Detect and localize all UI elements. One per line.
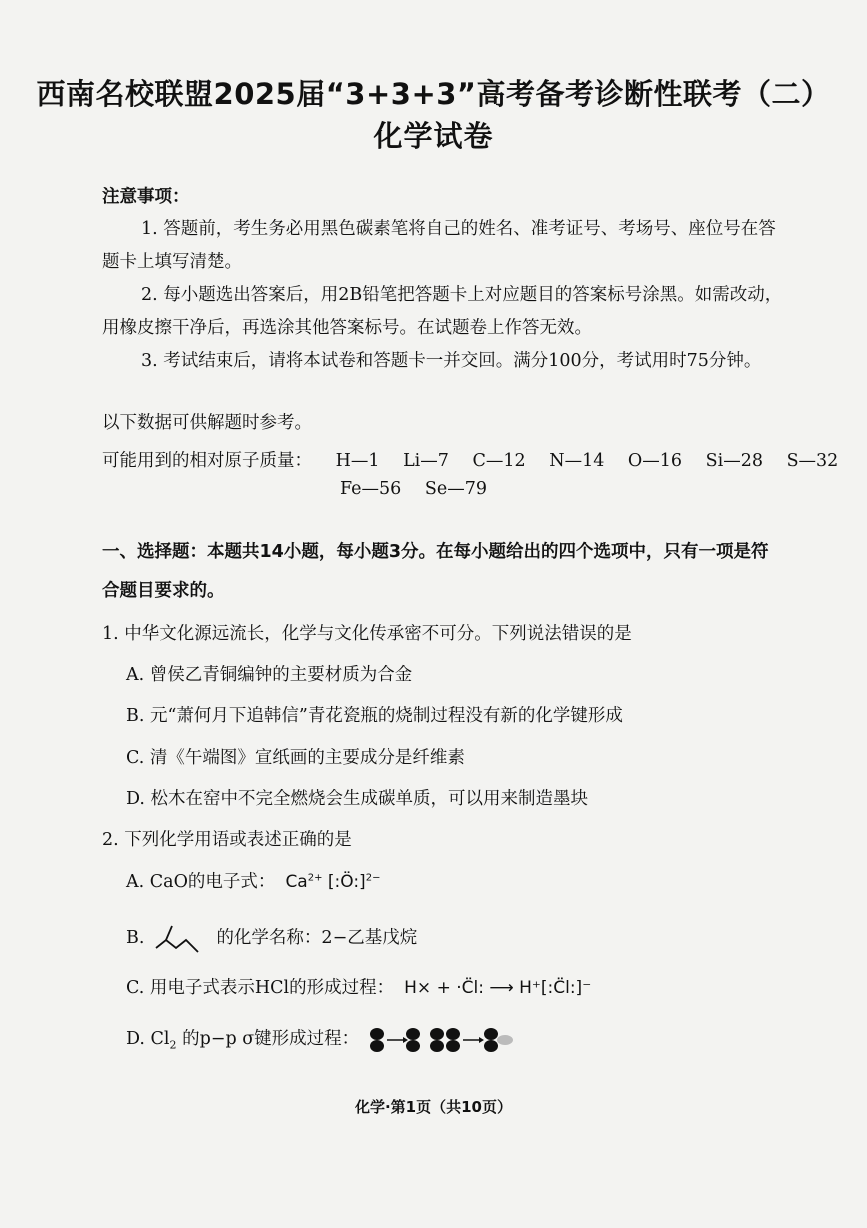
atomic-mass-c: C—12 (472, 451, 526, 471)
atomic-mass-si: Si—28 (705, 451, 763, 471)
exam-title: 西南名校联盟2025届“3+3+3”高考备考诊断性联考（二） (36, 77, 831, 111)
question-2-stem: 2. 下列化学用语或表述正确的是 (102, 830, 352, 850)
question-2-option-a (126, 872, 380, 893)
section-1-heading-line-2: 合题目要求的。 (102, 581, 225, 601)
notice-heading: 注意事项： (102, 187, 190, 207)
cao-electron-formula: $Ca^{2+}$ [:Ö:]$^{2-}$ (285, 872, 381, 893)
reference-intro: 以下数据可供解题时参考。 (102, 413, 312, 433)
question-1-option-b: B. 元“萧何月下追韩信”青花瓷瓶的烧制过程没有新的化学键形成 (126, 706, 623, 726)
question-2-option-c (126, 978, 591, 999)
atomic-mass-list-row-2 (340, 479, 505, 499)
notice-item-2-line-1: 2. 每小题选出答案后，用2B铅笔把答题卡上对应题目的答案标号涂黑。如需改动， (141, 285, 783, 305)
notice-item-1-line-1: 1. 答题前，考生务必用黑色碳素笔将自己的姓名、准考证号、考场号、座位号在答 (141, 219, 776, 239)
atomic-mass-s: S—32 (786, 451, 839, 471)
atomic-mass-label: 可能用到的相对原子质量： (102, 451, 312, 471)
question-2-option-b (126, 922, 417, 954)
exam-subject-title: 化学试卷 (373, 119, 494, 153)
notice-item-1-line-2: 题卡上填写清楚。 (102, 252, 242, 272)
atomic-mass-fe: Fe—56 (340, 479, 402, 499)
atomic-mass-o: O—16 (627, 451, 683, 471)
p-orbital-overlap-icon (369, 1026, 519, 1054)
atomic-mass-n: N—14 (549, 451, 605, 471)
question-2-option-b-text: 的化学名称：2−乙基戊烷 (216, 927, 418, 948)
notice-item-3: 3. 考试结束后，请将本试卷和答题卡一并交回。满分100分，考试用时75分钟。 (141, 351, 762, 371)
atomic-mass-list (102, 447, 856, 472)
notice-item-2-line-2: 用橡皮擦干净后，再选涂其他答案标号。在试题卷上作答无效。 (102, 318, 592, 338)
atomic-mass-h: H—1 (335, 451, 380, 471)
question-1-option-a: A. 曾侯乙青铜编钟的主要材质为合金 (126, 665, 413, 685)
atomic-mass-se: Se—79 (424, 479, 488, 499)
question-2-option-d (126, 1026, 519, 1054)
atomic-mass-li: Li—7 (403, 451, 449, 471)
hcl-formation-formula: H× + ·C̈l: ⟶ H⁺[:C̈l:]⁻ (404, 978, 592, 999)
question-1-option-c: C. 清《午端图》宣纸画的主要成分是纤维素 (126, 748, 465, 768)
skeletal-formula-icon (154, 922, 206, 954)
question-2-option-d-label: D. $Cl_2$ 的p−p σ键形成过程： (126, 1028, 360, 1052)
section-1-heading-line-1: 一、选择题：本题共14小题，每小题3分。在每小题给出的四个选项中，只有一项是符 (102, 542, 769, 562)
page-footer: 化学·第1页（共10页） (354, 1098, 512, 1116)
question-2-option-b-label: B. (126, 927, 145, 948)
question-2-option-a-label: A. CaO的电子式： (126, 872, 276, 892)
question-2-option-c-label: C. 用电子式表示HCl的形成过程： (126, 978, 395, 998)
question-1-option-d: D. 松木在窑中不完全燃烧会生成碳单质，可以用来制造墨块 (126, 789, 589, 809)
question-1-stem: 1. 中华文化源远流长，化学与文化传承密不可分。下列说法错误的是 (102, 624, 632, 644)
